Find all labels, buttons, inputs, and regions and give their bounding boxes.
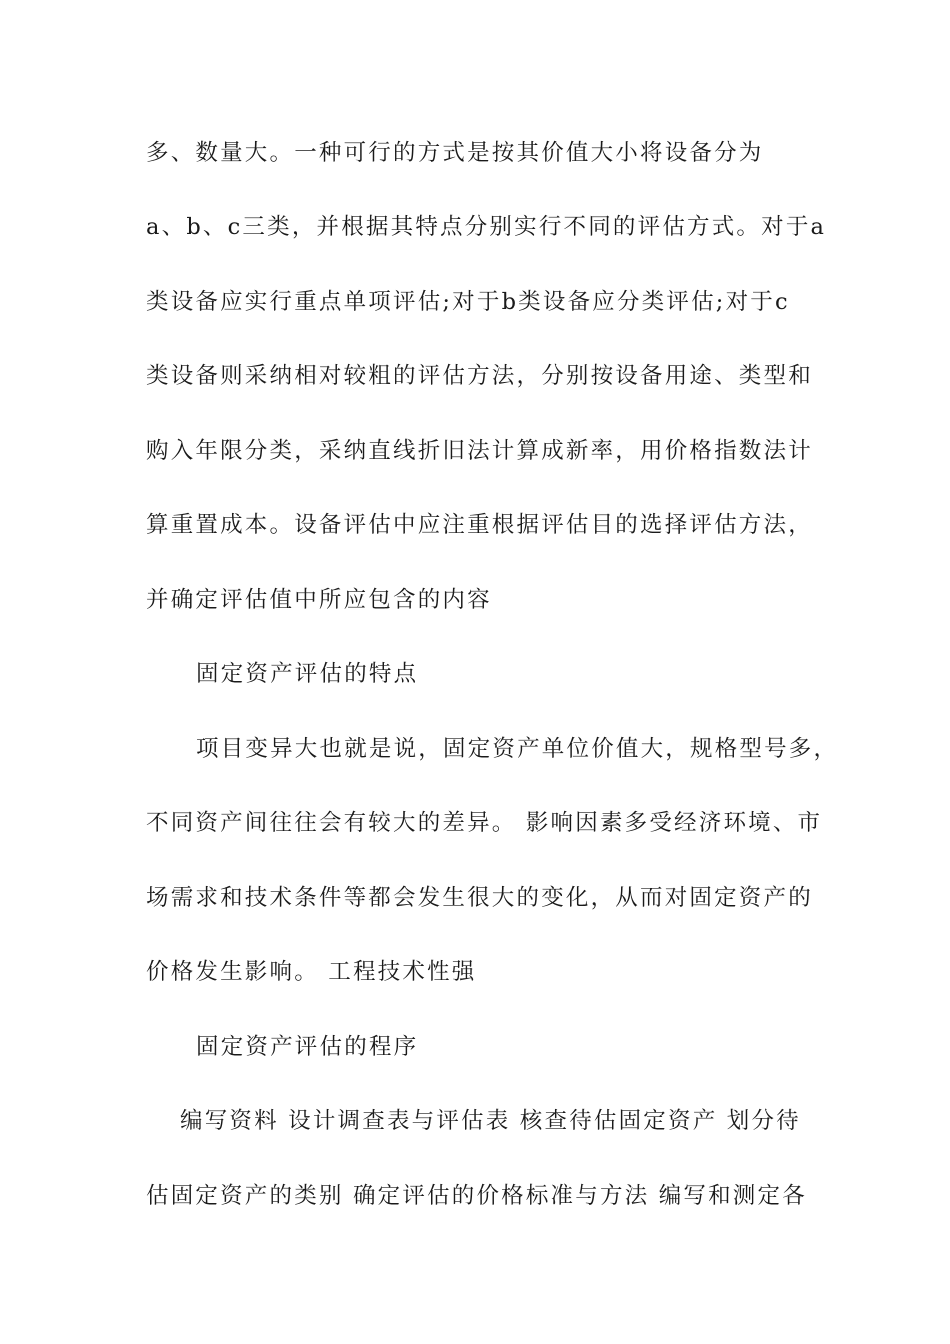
- section-heading: 固定资产评估的特点: [196, 661, 419, 687]
- body-text-line: 多、数量大。一种可行的方式是按其价值大小将设备分为: [146, 140, 764, 166]
- body-text-line: 算重置成本。设备评估中应注重根据评估目的选择评估方法，: [146, 512, 813, 538]
- body-text-line: 不同资产间往往会有较大的差异。 影响因素多受经济环境、市: [146, 810, 823, 836]
- body-text-line: 类设备应实行重点单项评估;对于b类设备应分类评估;对于c: [146, 289, 790, 315]
- body-text-line: 类设备则采纳相对较粗的评估方法，分别按设备用途、类型和: [146, 363, 813, 389]
- body-text-line: 估固定资产的类别 确定评估的价格标准与方法 编写和测定各: [146, 1183, 807, 1209]
- body-text-line: 项目变异大也就是说，固定资产单位价值大，规格型号多，: [196, 736, 839, 762]
- body-text-line: 价格发生影响。 工程技术性强: [146, 959, 477, 985]
- body-text-line: 购入年限分类，采纳直线折旧法计算成新率，用价格指数法计: [146, 438, 813, 464]
- body-text-line: a、b、c三类，并根据其特点分别实行不同的评估方式。对于a: [146, 214, 827, 240]
- body-text-line: 场需求和技术条件等都会发生很大的变化，从而对固定资产的: [146, 885, 813, 911]
- section-heading: 固定资产评估的程序: [196, 1034, 419, 1060]
- body-text-line: 并确定评估值中所应包含的内容: [146, 587, 492, 613]
- body-text-line: 编写资料 设计调查表与评估表 核查待估固定资产 划分待: [180, 1108, 801, 1134]
